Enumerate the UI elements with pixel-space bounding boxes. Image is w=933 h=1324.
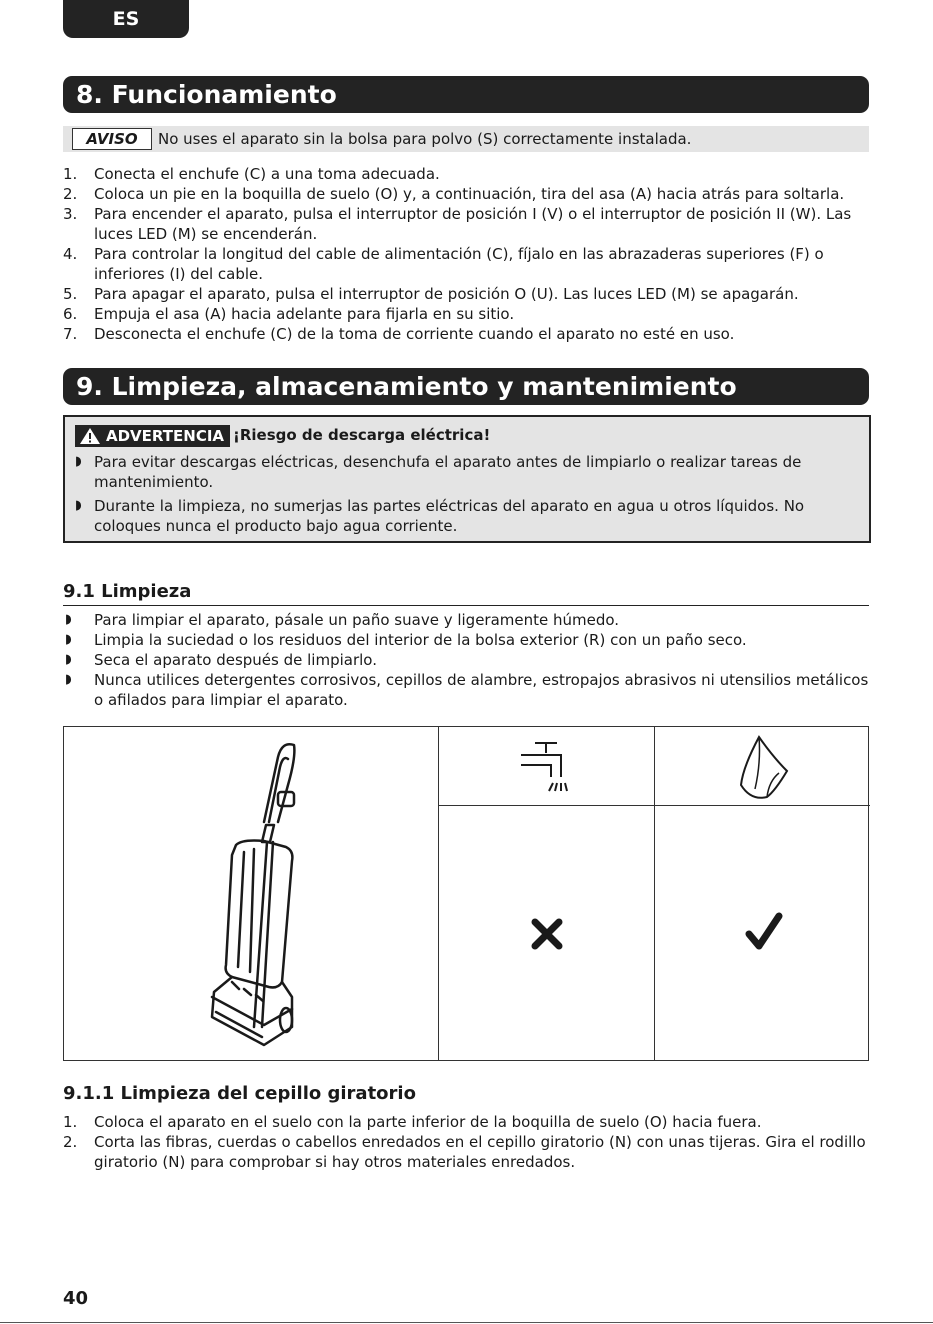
step-number: 2. (63, 185, 78, 203)
warning-tag (75, 425, 230, 447)
list-item-text: inferiores (I) del cable. (94, 265, 264, 283)
list-item (63, 244, 869, 284)
warning-box (63, 415, 871, 543)
list-item-text: Coloca el aparato en el suelo con la parte inferior de la boquilla de suelo (O) hacia fuera. (94, 1113, 762, 1131)
section-8-title: 8. Funcionamiento (63, 76, 869, 113)
cleaning-figure (63, 726, 869, 1061)
section-9-1-1-title: 9.1.1 Limpieza del cepillo giratorio (63, 1083, 416, 1104)
step-number: 4. (63, 245, 78, 263)
list-item-text: Coloca un pie en la boquilla de suelo (O) y, a continuación, tira del asa (A) hacia atrás para soltarla. (94, 185, 845, 203)
step-number: 1. (63, 165, 78, 183)
list-item-text: Nunca utilices detergentes corrosivos, cepillos de alambre, estropajos abrasivos ni utensilios metálicos (94, 671, 869, 689)
list-item (73, 496, 853, 536)
bullet-icon: ◗ (65, 612, 72, 627)
vacuum-panel (64, 727, 438, 1060)
notice-text: No uses el aparato sin la bolsa para polvo (S) correctamente instalada. (158, 130, 692, 148)
list-item (63, 650, 869, 670)
cloth-cell (654, 727, 870, 806)
step-number: 6. (63, 305, 78, 323)
check-cell (654, 806, 870, 1060)
cross-mark (439, 806, 655, 1060)
section-9-title: 9. Limpieza, almacenamiento y mantenimiento (63, 368, 869, 405)
step-number: 2. (63, 1133, 78, 1151)
section-9-1-title: 9.1 Limpieza (63, 581, 192, 602)
list-item (63, 324, 869, 344)
list-item (63, 610, 869, 630)
list-item (63, 304, 869, 324)
list-item (63, 204, 869, 244)
list-item-text: Para limpiar el aparato, pásale un paño suave y ligeramente húmedo. (94, 611, 620, 629)
list-item (63, 1112, 869, 1132)
step-number: 5. (63, 285, 78, 303)
list-item (63, 184, 869, 204)
list-item-text: Corta las fibras, cuerdas o cabellos enredados en el cepillo giratorio (N) con unas tijeras. Gira el rodillo (94, 1133, 866, 1151)
section-9-1-rule (63, 605, 869, 606)
list-item-text: Para evitar descargas eléctricas, desenchufa el aparato antes de limpiarlo o realizar tareas de (94, 453, 802, 471)
bottom-rule (0, 1322, 933, 1323)
step-number: 1. (63, 1113, 78, 1131)
bullet-icon: ◗ (75, 454, 82, 469)
list-item-text: coloques nunca el producto bajo agua corriente. (94, 517, 458, 535)
page-number: 40 (63, 1288, 89, 1309)
list-item (63, 164, 869, 184)
vacuum-cleaner-illustration (64, 727, 438, 1060)
list-item-text: Durante la limpieza, no sumerjas las partes eléctricas del aparato en agua u otros líquidos. No (94, 497, 805, 515)
language-tab: ES (63, 0, 189, 38)
section-9-1-1-steps (63, 1112, 869, 1172)
water-tap-cell (438, 727, 654, 806)
list-item-text: Limpia la suciedad o los residuos del interior de la bolsa exterior (R) con un paño seco. (94, 631, 747, 649)
list-item (63, 284, 869, 304)
list-item-text: Para apagar el aparato, pulsa el interruptor de posición O (U). Las luces LED (M) se apagarán. (94, 285, 799, 303)
warning-list (73, 452, 853, 536)
list-item (63, 670, 869, 710)
list-item (73, 452, 853, 492)
list-item-text: Seca el aparato después de limpiarlo. (94, 651, 377, 669)
warning-title: ¡Riesgo de descarga eléctrica! (233, 426, 491, 444)
step-number: 3. (63, 205, 78, 223)
list-item-text: giratorio (N) para comprobar si hay otros materiales enredados. (94, 1153, 576, 1171)
list-item-text: Para encender el aparato, pulsa el interruptor de posición I (V) o el interruptor de posición II (W). Las (94, 205, 852, 223)
step-number: 7. (63, 325, 78, 343)
list-item-text: Conecta el enchufe (C) a una toma adecuada. (94, 165, 440, 183)
section-9-1-list (63, 610, 869, 710)
warning-triangle-icon (79, 427, 101, 445)
list-item-text: Empuja el asa (A) hacia adelante para fijarla en su sitio. (94, 305, 515, 323)
list-item-text: mantenimiento. (94, 473, 214, 491)
water-tap-icon (439, 727, 655, 806)
notice-tag: AVISO (72, 128, 152, 150)
bullet-icon: ◗ (65, 652, 72, 667)
list-item-text: Para controlar la longitud del cable de alimentación (C), fíjalo en las abrazaderas superiores (F) o (94, 245, 824, 263)
warning-tag-label: ADVERTENCIA (106, 427, 225, 445)
list-item (63, 1132, 869, 1172)
bullet-icon: ◗ (65, 632, 72, 647)
list-item-text: luces LED (M) se encenderán. (94, 225, 318, 243)
check-mark (655, 806, 871, 1060)
list-item-text: Desconecta el enchufe (C) de la toma de corriente cuando el aparato no esté en uso. (94, 325, 735, 343)
cloth-icon (655, 727, 871, 806)
list-item (63, 630, 869, 650)
bullet-icon: ◗ (65, 672, 72, 687)
section-8-steps (63, 164, 869, 344)
cross-cell (438, 806, 654, 1060)
notice-box (63, 126, 869, 152)
list-item-text: o afilados para limpiar el aparato. (94, 691, 348, 709)
bullet-icon: ◗ (75, 498, 82, 513)
